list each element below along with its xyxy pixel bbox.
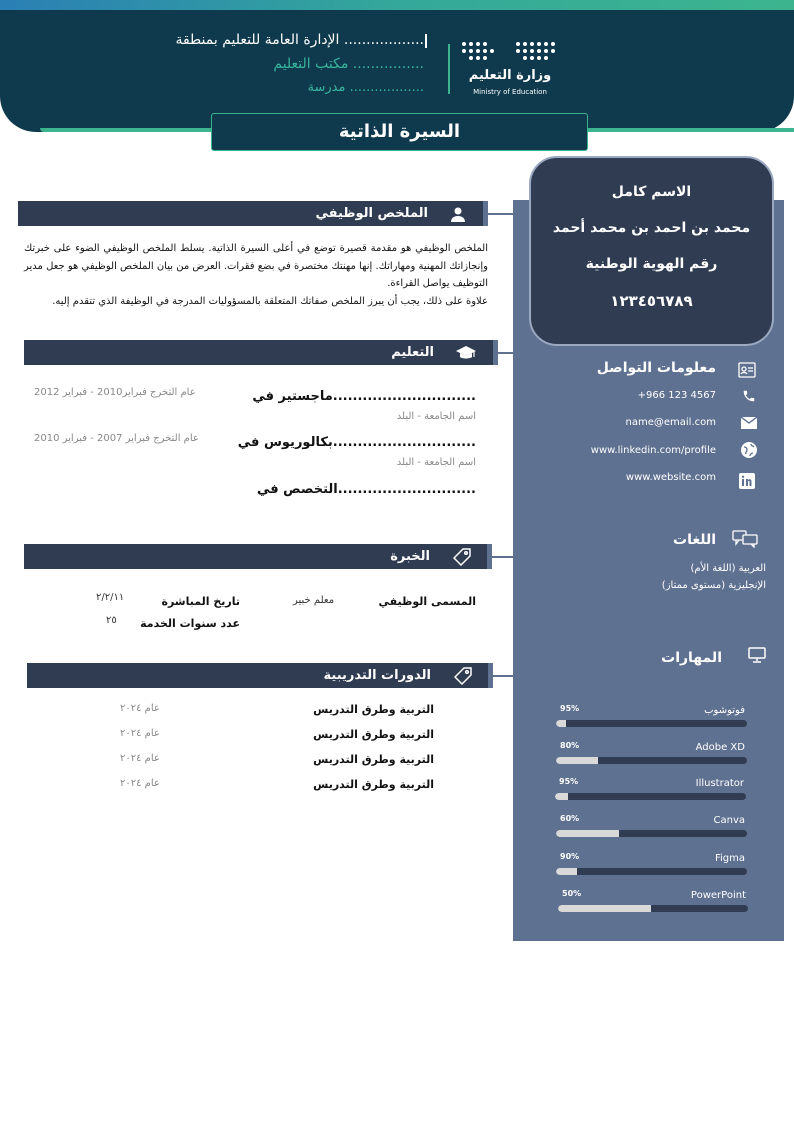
skill-bar-fill	[556, 757, 598, 764]
skill-percent: 95%	[560, 704, 580, 713]
monitor-icon	[746, 644, 768, 666]
skill-bar-fill	[556, 720, 566, 727]
course-year: عام ٢٠٢٤	[120, 703, 160, 714]
university-name: اسم الجامعة - البلد	[396, 457, 476, 468]
logo-text-en: Ministry of Education	[473, 88, 547, 96]
contact-phone[interactable]: +966 123 4567	[637, 390, 716, 401]
job-title-value: معلم خبير	[293, 595, 335, 606]
header-office-line: مكتب التعليم ................	[273, 56, 424, 72]
summary-paragraph: الملخص الوظيفي هو مقدمة قصيرة توضع في أعلى السيرة الذاتية. يسلط الملخص الوظيفي الضوء على خبرتك وإنجازاتك المهنية ومهاراتك. إنها مهنتك مختصرة في بضع فقرات. العرض من بيان الملخص الوظيفي هو جعل مدير التوظيف يواصل القراءة.	[24, 243, 488, 289]
profile-card	[529, 156, 774, 346]
skill-bar	[556, 830, 747, 837]
skill-label: Illustrator	[695, 778, 744, 789]
contact-website[interactable]: www.website.com	[625, 472, 716, 483]
summary-section-header	[18, 201, 488, 226]
skill-label: Adobe XD	[695, 742, 745, 753]
linkedin-icon	[736, 470, 758, 492]
experience-section-title: الخبرة	[390, 549, 430, 564]
name-label: الاسم كامل	[611, 184, 692, 200]
skill-bar-fill	[556, 868, 577, 875]
header-marker	[425, 34, 427, 48]
skill-percent: 60%	[560, 814, 580, 823]
skill-label: Canva	[713, 815, 745, 826]
skill-bar-fill	[555, 793, 568, 800]
course-year: عام ٢٠٢٤	[120, 778, 160, 789]
skill-percent: 50%	[562, 889, 582, 898]
mail-icon	[738, 412, 760, 434]
skill-bar	[556, 868, 747, 875]
degree-title: ماجستير في.............................	[252, 389, 476, 404]
skill-bar	[555, 793, 746, 800]
course-name: التربية وطرق التدريس	[313, 728, 434, 741]
phone-icon	[738, 385, 760, 407]
national-id-label: رقم الهوية الوطنية	[585, 256, 718, 272]
contact-linkedin[interactable]: www.linkedin.com/profile	[590, 445, 716, 456]
language-item: الإنجليزية (مستوى ممتاز)	[661, 580, 766, 591]
national-id-value: ١٢٣٤٥٦٧٨٩	[610, 292, 693, 310]
full-name: محمد بن احمد بن محمد أحمد	[552, 220, 751, 236]
degree-title: بكالوريوس في.............................	[237, 435, 476, 450]
education-section-header	[24, 340, 498, 365]
chat-bubbles-icon	[731, 528, 759, 550]
skills-section-title: المهارات	[661, 650, 722, 666]
experience-section-header	[24, 544, 492, 569]
graduation-dates: عام التخرج فبراير2010 - فبراير 2012	[34, 387, 196, 398]
tag-icon	[453, 666, 473, 686]
globe-icon	[738, 439, 760, 461]
skill-bar	[558, 905, 748, 912]
service-years-label: عدد سنوات الخدمة	[140, 617, 240, 630]
skill-percent: 80%	[560, 741, 580, 750]
ministry-logo	[458, 40, 562, 102]
start-date-value: ٢/٢/١١	[96, 592, 125, 603]
course-name: التربية وطرق التدريس	[313, 703, 434, 716]
summary-text	[24, 240, 488, 310]
education-connector	[498, 352, 513, 354]
job-title-label: المسمى الوظيفي	[378, 595, 476, 608]
courses-connector	[493, 675, 513, 677]
course-year: عام ٢٠٢٤	[120, 728, 160, 739]
specialty-title: التخصص في............................	[256, 482, 476, 497]
summary-section-title: الملخص الوظيفي	[315, 206, 428, 221]
skill-percent: 90%	[560, 852, 580, 861]
service-years-value: ٢٥	[106, 615, 117, 626]
contact-email[interactable]: name@email.com	[625, 417, 716, 428]
graduation-dates: عام التخرج فبراير 2007 - فبراير 2010	[34, 433, 199, 444]
graduation-cap-icon	[456, 343, 476, 363]
skill-bar	[556, 720, 747, 727]
header-region-line: الإدارة العامة للتعليم بمنطقة ..................	[175, 32, 424, 48]
university-name: اسم الجامعة - البلد	[396, 411, 476, 422]
course-year: عام ٢٠٢٤	[120, 753, 160, 764]
education-section-title: التعليم	[391, 345, 434, 360]
header-gradient-strip	[0, 0, 794, 10]
logo-divider	[448, 44, 450, 94]
summary-connector	[488, 213, 513, 215]
languages-section-title: اللغات	[673, 532, 716, 548]
experience-connector	[492, 556, 513, 558]
skill-bar-fill	[556, 830, 619, 837]
courses-section-header	[27, 663, 493, 688]
skill-bar	[556, 757, 747, 764]
skill-percent: 95%	[559, 777, 579, 786]
skill-bar-fill	[558, 905, 651, 912]
skill-label: PowerPoint	[690, 890, 746, 901]
contact-card-icon	[736, 359, 758, 381]
logo-text-ar: وزارة التعليم	[468, 68, 552, 83]
page-title: السيرة الذاتية	[211, 113, 588, 151]
course-name: التربية وطرق التدريس	[313, 753, 434, 766]
skill-label: فوتوشوب	[704, 705, 745, 716]
skill-label: Figma	[714, 853, 745, 864]
contact-section-title: معلومات التواصل	[596, 360, 716, 376]
header-school-line: مدرسة ..................	[307, 80, 424, 95]
language-item: العربية (اللغة الأم)	[690, 563, 766, 574]
start-date-label: تاريخ المباشرة	[161, 595, 240, 608]
tag-icon	[452, 547, 472, 567]
courses-section-title: الدورات التدريبية	[323, 668, 431, 683]
summary-paragraph: علاوة على ذلك، يجب أن يبرز الملخص صفاتك المتعلقة بالمسؤوليات المدرجة في الوظيفة الذي تتقدم إليه.	[52, 295, 488, 307]
course-name: التربية وطرق التدريس	[313, 778, 434, 791]
user-icon	[448, 204, 468, 224]
